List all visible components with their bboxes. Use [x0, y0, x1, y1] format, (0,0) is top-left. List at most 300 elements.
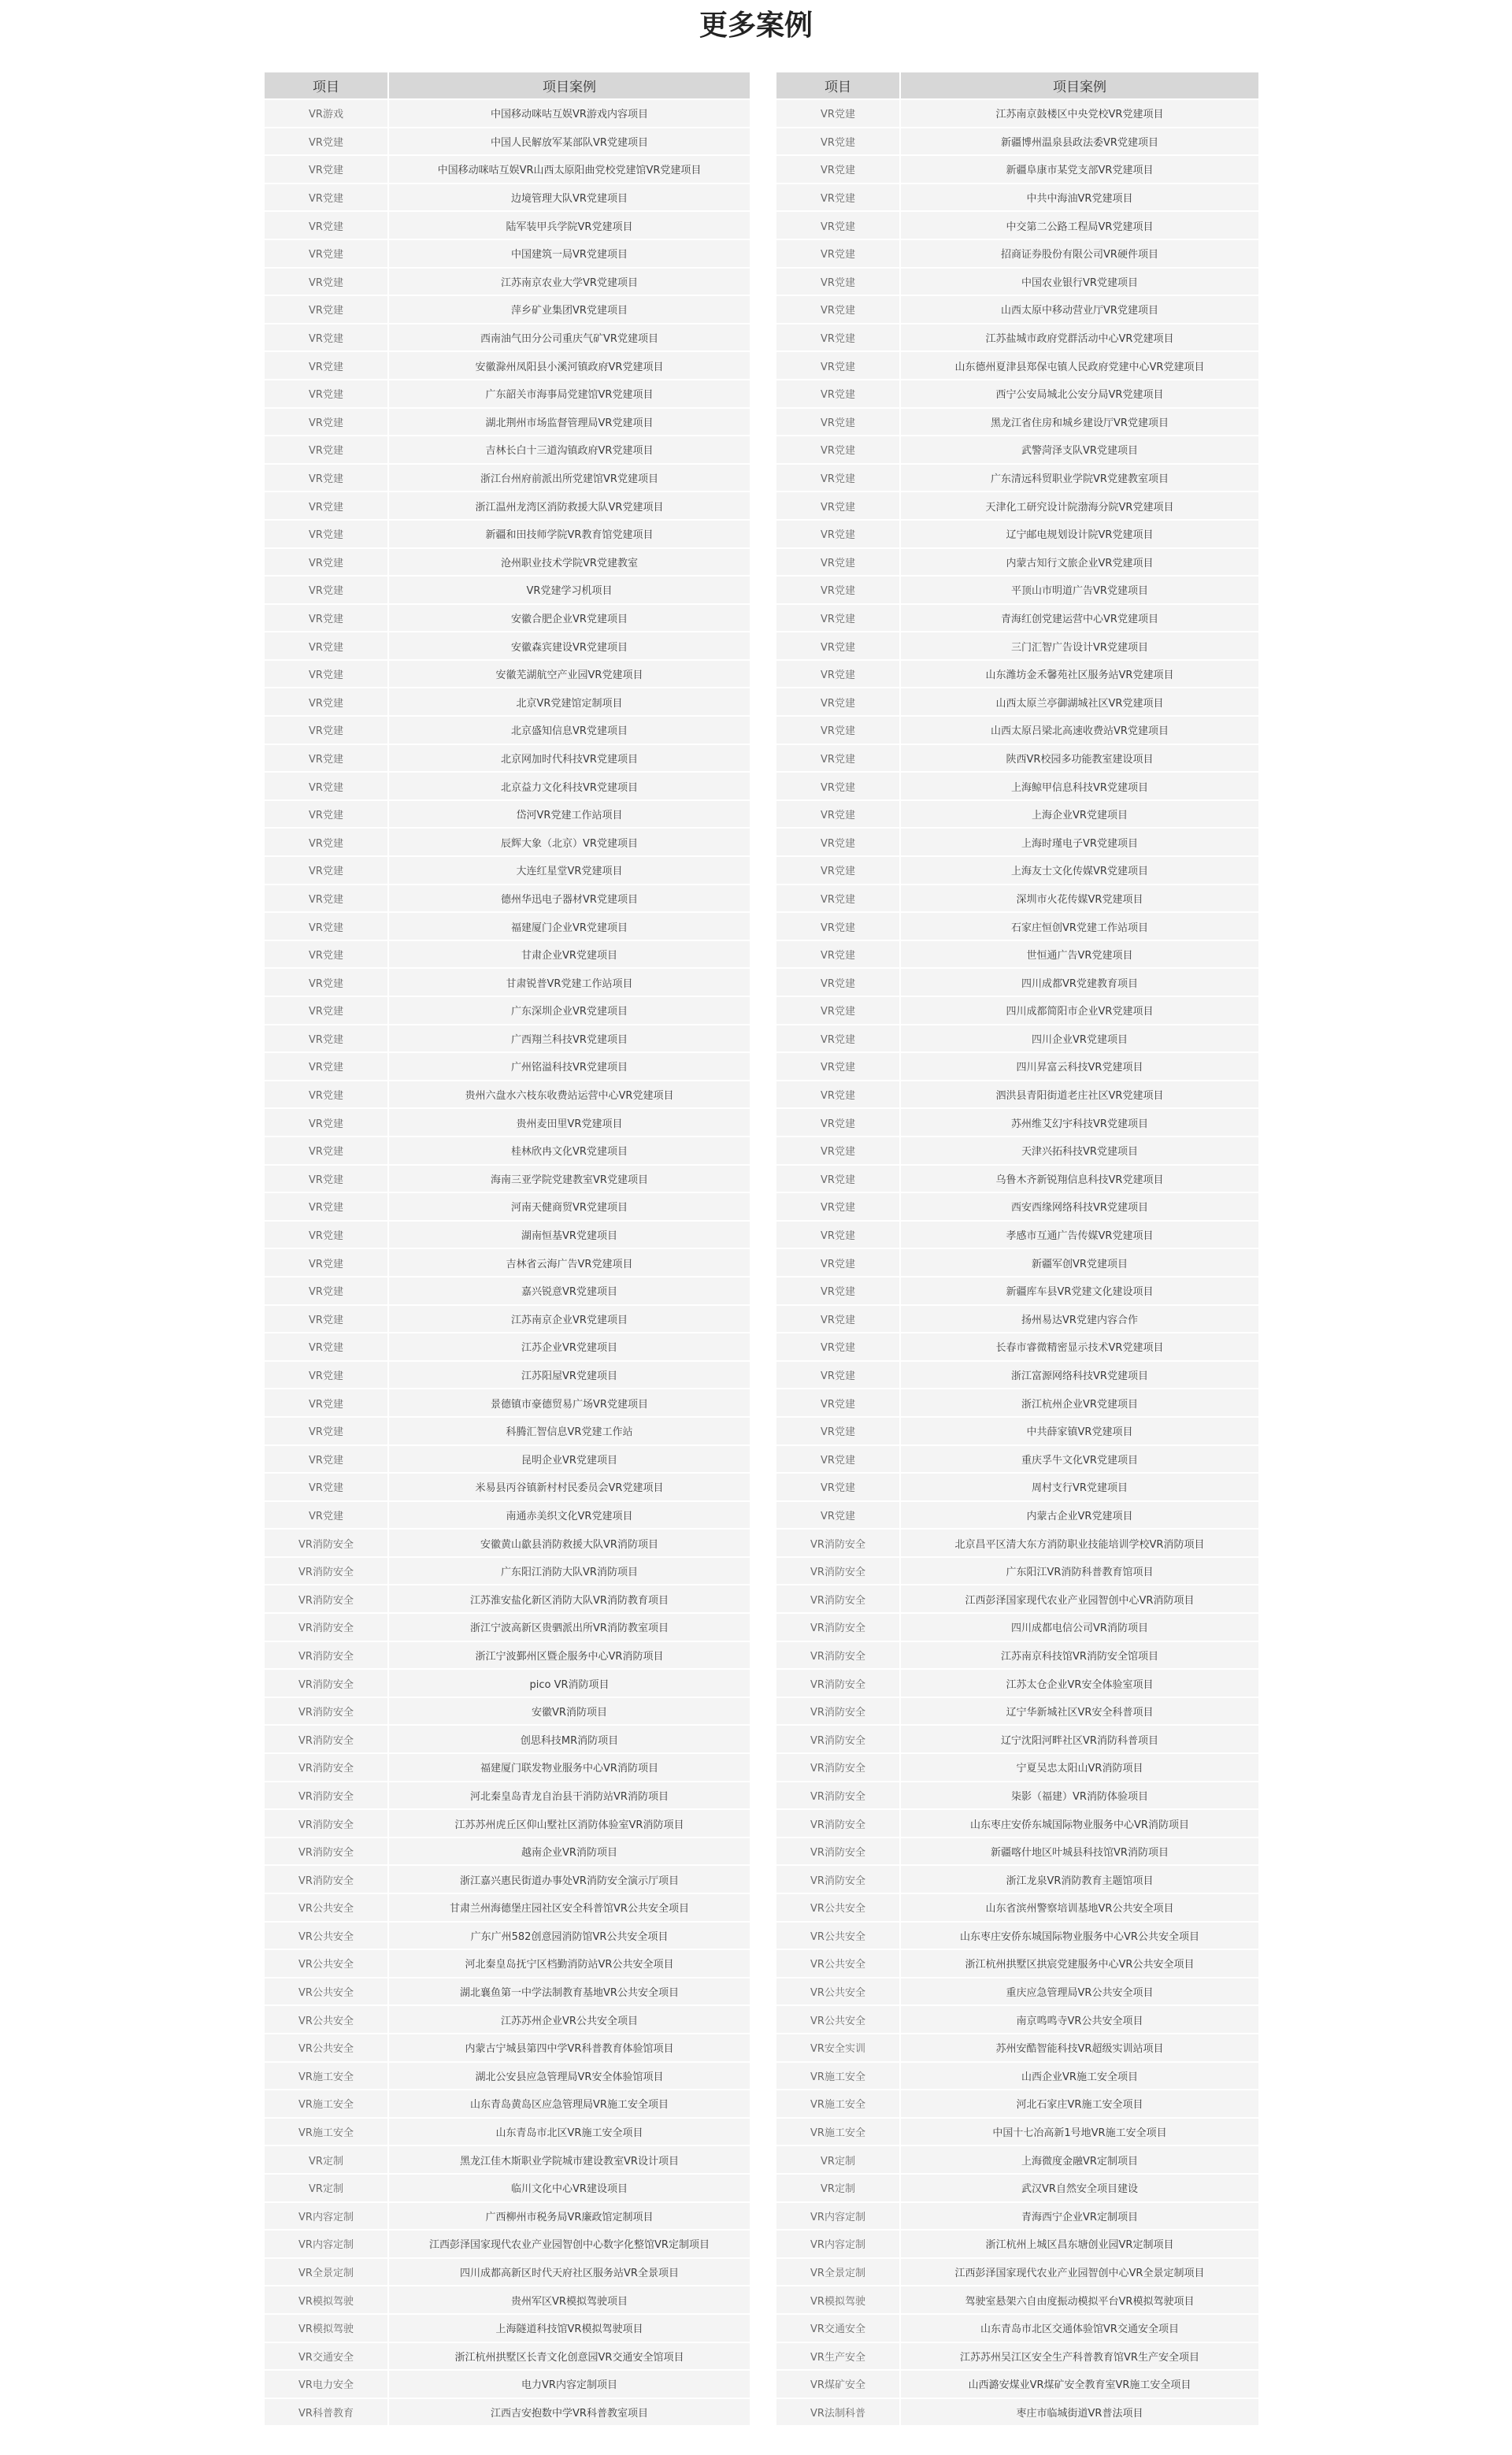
case-cell: 北京益力文化科技VR党建项目 [388, 772, 750, 800]
category-cell: VR党建 [776, 912, 900, 940]
case-cell: 景德镇市豪德贸易广场VR党建项目 [388, 1389, 750, 1417]
table-row [264, 1753, 750, 1782]
category-cell: VR党建 [264, 436, 388, 464]
table-row [776, 239, 1259, 268]
case-cell: 周村支行VR党建项目 [900, 1473, 1259, 1501]
table-row [264, 1585, 750, 1613]
case-cell: 创思科技MR消防项目 [388, 1725, 750, 1753]
case-cell: 西宁公安局城北公安分局VR党建项目 [900, 380, 1259, 408]
case-cell: 甘肃兰州海德堡庄园社区安全科普馆VR公共安全项目 [388, 1893, 750, 1922]
category-cell: VR消防安全 [264, 1697, 388, 1726]
category-cell: VR党建 [264, 324, 388, 352]
category-cell: VR党建 [776, 1165, 900, 1193]
category-cell: VR党建 [776, 351, 900, 380]
category-cell: VR施工安全 [264, 2062, 388, 2090]
category-cell: VR公共安全 [264, 1978, 388, 2006]
case-cell: 上海企业VR党建项目 [900, 800, 1259, 829]
category-cell: VR交通安全 [776, 2314, 900, 2342]
case-cell: 边境管理大队VR党建项目 [388, 184, 750, 212]
category-cell: VR党建 [776, 688, 900, 716]
case-cell: VR党建学习机项目 [388, 576, 750, 604]
category-cell: VR党建 [264, 940, 388, 969]
case-cell: 大连红星堂VR党建项目 [388, 856, 750, 884]
case-cell: 西南油气田分公司重庆气矿VR党建项目 [388, 324, 750, 352]
table-row [776, 2090, 1259, 2118]
table-row [264, 1725, 750, 1753]
case-cell: 昆明企业VR党建项目 [388, 1445, 750, 1474]
case-cell: 江西彭泽国家现代农业产业园智创中心VR全景定制项目 [900, 2258, 1259, 2286]
category-cell: VR党建 [776, 1221, 900, 1249]
category-cell: VR消防安全 [264, 1613, 388, 1641]
table-row [776, 324, 1259, 352]
table-row [264, 1473, 750, 1501]
category-cell: VR党建 [264, 576, 388, 604]
case-cell: 陕西VR校园多功能教室建设项目 [900, 744, 1259, 773]
table-row [264, 1417, 750, 1445]
case-cell: 吉林省云海广告VR党建项目 [388, 1248, 750, 1277]
case-cell: 辽宁邮电规划设计院VR党建项目 [900, 520, 1259, 548]
category-cell: VR党建 [264, 268, 388, 296]
category-cell: VR安全实训 [776, 2034, 900, 2062]
case-cell: 山东枣庄安侨东城国际物业服务中心VR公共安全项目 [900, 1922, 1259, 1950]
category-cell: VR消防安全 [776, 1529, 900, 1557]
category-cell: VR全景定制 [264, 2258, 388, 2286]
category-cell: VR施工安全 [776, 2090, 900, 2118]
case-cell: 萍乡矿业集团VR党建项目 [388, 295, 750, 324]
case-cell: 新疆博州温泉县政法委VR党建项目 [900, 128, 1259, 156]
case-cell: 浙江杭州拱墅区拱宸党建服务中心VR公共安全项目 [900, 1949, 1259, 1978]
category-cell: VR公共安全 [264, 2005, 388, 2034]
category-cell: VR消防安全 [776, 1613, 900, 1641]
category-cell: VR公共安全 [264, 1949, 388, 1978]
table-row [264, 351, 750, 380]
case-cell: 扬州易达VR党建内容合作 [900, 1305, 1259, 1333]
table-row [776, 1025, 1259, 1053]
table-row [776, 2230, 1259, 2258]
table-row [264, 1865, 750, 1893]
table-row [264, 744, 750, 773]
table-row [776, 1305, 1259, 1333]
case-cell: 江苏盐城市政府党群活动中心VR党建项目 [900, 324, 1259, 352]
case-cell: 乌鲁木齐新锐翔信息科技VR党建项目 [900, 1165, 1259, 1193]
category-cell: VR党建 [776, 940, 900, 969]
category-cell: VR施工安全 [776, 2118, 900, 2146]
table-row [776, 1697, 1259, 1726]
category-cell: VR党建 [776, 856, 900, 884]
table-row [776, 1277, 1259, 1305]
column-header-category: 项目 [264, 72, 388, 99]
category-cell: VR党建 [776, 239, 900, 268]
case-cell: 辽宁华新城社区VR安全科普项目 [900, 1697, 1259, 1726]
table-row [264, 800, 750, 829]
case-cell: 南通赤美织文化VR党建项目 [388, 1501, 750, 1530]
category-cell: VR党建 [264, 295, 388, 324]
category-cell: VR煤矿安全 [776, 2370, 900, 2398]
category-cell: VR党建 [776, 968, 900, 996]
case-cell: 山西太原吕梁北高速收费站VR党建项目 [900, 716, 1259, 744]
case-cell: 电力VR内容定制项目 [388, 2370, 750, 2398]
table-row [776, 436, 1259, 464]
category-cell: VR公共安全 [776, 1978, 900, 2006]
table-row [776, 1725, 1259, 1753]
case-cell: 米易县丙谷镇新村村民委员会VR党建项目 [388, 1473, 750, 1501]
category-cell: VR党建 [264, 660, 388, 688]
case-cell: 深圳市火花传媒VR党建项目 [900, 884, 1259, 913]
table-row [776, 2398, 1259, 2427]
table-row [776, 1473, 1259, 1501]
category-cell: VR党建 [776, 184, 900, 212]
category-cell: VR党建 [264, 184, 388, 212]
category-cell: VR党建 [264, 520, 388, 548]
case-cell: 中交第二公路工程局VR党建项目 [900, 211, 1259, 239]
category-cell: VR消防安全 [776, 1697, 900, 1726]
category-cell: VR定制 [264, 2145, 388, 2174]
table-row [264, 1277, 750, 1305]
case-cell: 广西柳州市税务局VR廉政馆定制项目 [388, 2202, 750, 2231]
case-cell: 甘肃企业VR党建项目 [388, 940, 750, 969]
case-cell: 江苏阳屋VR党建项目 [388, 1361, 750, 1389]
table-row [776, 2034, 1259, 2062]
case-cell: 浙江杭州企业VR党建项目 [900, 1389, 1259, 1417]
table-row [776, 660, 1259, 688]
table-row [264, 1025, 750, 1053]
case-cell: 江西彭泽国家现代农业产业园智创中心数字化整馆VR定制项目 [388, 2230, 750, 2258]
table-row [264, 2370, 750, 2398]
table-row [264, 2145, 750, 2174]
category-cell: VR消防安全 [776, 1753, 900, 1782]
category-cell: VR党建 [776, 408, 900, 436]
case-cell: 中国人民解放军某部队VR党建项目 [388, 128, 750, 156]
category-cell: VR党建 [264, 968, 388, 996]
case-cell: 沧州职业技术学院VR党建教室 [388, 548, 750, 577]
case-cell: 世恒通广告VR党建项目 [900, 940, 1259, 969]
table-row [264, 2342, 750, 2371]
case-cell: pico VR消防项目 [388, 1669, 750, 1697]
case-cell: 宁夏吴忠太阳山VR消防项目 [900, 1753, 1259, 1782]
table-row [264, 1389, 750, 1417]
table-row [776, 2174, 1259, 2202]
category-cell: VR党建 [776, 800, 900, 829]
category-cell: VR法制科普 [776, 2398, 900, 2427]
category-cell: VR党建 [264, 996, 388, 1025]
table-row [264, 2286, 750, 2314]
column-header-category: 项目 [776, 72, 900, 99]
table-row [776, 1108, 1259, 1137]
case-cell: 江苏南京农业大学VR党建项目 [388, 268, 750, 296]
table-row [264, 1192, 750, 1221]
case-cell: 南京鸣鸣寺VR公共安全项目 [900, 2005, 1259, 2034]
case-cell: 黑龙江省住房和城乡建设厅VR党建项目 [900, 408, 1259, 436]
case-cell: 平顶山市明道广告VR党建项目 [900, 576, 1259, 604]
table-row [264, 380, 750, 408]
table-row [776, 211, 1259, 239]
table-row [776, 884, 1259, 913]
category-cell: VR消防安全 [776, 1838, 900, 1866]
case-cell: 临川文化中心VR建设项目 [388, 2174, 750, 2202]
case-cell: 苏州安酷智能科技VR超级实训站项目 [900, 2034, 1259, 2062]
case-cell: 北京VR党建馆定制项目 [388, 688, 750, 716]
category-cell: VR党建 [776, 1081, 900, 1109]
case-cell: 苏州维艾幻宇科技VR党建项目 [900, 1108, 1259, 1137]
category-cell: VR党建 [264, 1473, 388, 1501]
table-row [264, 996, 750, 1025]
case-cell: 北京盛知信息VR党建项目 [388, 716, 750, 744]
category-cell: VR党建 [264, 1501, 388, 1530]
page-title: 更多案例 [699, 9, 813, 42]
case-cell: 浙江杭州拱墅区长青文化创意园VR交通安全馆项目 [388, 2342, 750, 2371]
case-cell: 上海鲸甲信息科技VR党建项目 [900, 772, 1259, 800]
case-cell: 中国农业银行VR党建项目 [900, 268, 1259, 296]
category-cell: VR党建 [776, 1389, 900, 1417]
category-cell: VR党建 [776, 1361, 900, 1389]
category-cell: VR党建 [776, 1052, 900, 1081]
case-cell: 贵州麦田里VR党建项目 [388, 1108, 750, 1137]
category-cell: VR公共安全 [776, 1949, 900, 1978]
table-row [264, 1557, 750, 1585]
case-cell: 北京网加时代科技VR党建项目 [388, 744, 750, 773]
case-cell: 青海西宁企业VR定制项目 [900, 2202, 1259, 2231]
case-cell: 山西太原中移动营业厅VR党建项目 [900, 295, 1259, 324]
category-cell: VR党建 [776, 520, 900, 548]
case-cell: 河北石家庄VR施工安全项目 [900, 2090, 1259, 2118]
case-cell: 湖北荆州市场监督管理局VR党建项目 [388, 408, 750, 436]
table-row [776, 1613, 1259, 1641]
category-cell: VR公共安全 [264, 1893, 388, 1922]
case-cell: 甘肃锐普VR党建工作站项目 [388, 968, 750, 996]
category-cell: VR党建 [264, 884, 388, 913]
table-row [776, 464, 1259, 492]
case-cell: 吉林长白十三道沟镇政府VR党建项目 [388, 436, 750, 464]
category-cell: VR模拟驾驶 [776, 2286, 900, 2314]
category-cell: VR内容定制 [776, 2202, 900, 2231]
table-row [776, 968, 1259, 996]
case-cell: 新疆喀什地区叶城县科技馆VR消防项目 [900, 1838, 1259, 1866]
table-row [264, 1613, 750, 1641]
category-cell: VR消防安全 [776, 1865, 900, 1893]
table-row [264, 2090, 750, 2118]
case-cell: 江苏南京企业VR党建项目 [388, 1305, 750, 1333]
category-cell: VR党建 [776, 99, 900, 128]
case-cell: 山东青岛市北区交通体验馆VR交通安全项目 [900, 2314, 1259, 2342]
category-cell: VR党建 [264, 1417, 388, 1445]
category-cell: VR定制 [776, 2174, 900, 2202]
case-cell: 河北秦皇岛青龙自治县干消防站VR消防项目 [388, 1782, 750, 1810]
category-cell: VR消防安全 [264, 1557, 388, 1585]
table-row [776, 268, 1259, 296]
category-cell: VR党建 [264, 688, 388, 716]
category-cell: VR模拟驾驶 [264, 2286, 388, 2314]
category-cell: VR党建 [264, 128, 388, 156]
table-row [776, 1865, 1259, 1893]
category-cell: VR党建 [776, 1473, 900, 1501]
category-cell: VR党建 [264, 1108, 388, 1137]
category-cell: VR党建 [264, 351, 388, 380]
category-cell: VR党建 [776, 884, 900, 913]
case-cell: 江苏淮安盐化新区消防大队VR消防教育项目 [388, 1585, 750, 1613]
table-row [776, 548, 1259, 577]
table-row [776, 2286, 1259, 2314]
case-cell: 招商证券股份有限公司VR硬件项目 [900, 239, 1259, 268]
table-row [776, 1248, 1259, 1277]
category-cell: VR消防安全 [776, 1725, 900, 1753]
case-cell: 广东广州582创意园消防馆VR公共安全项目 [388, 1922, 750, 1950]
category-cell: VR党建 [264, 1333, 388, 1361]
table-row [776, 1782, 1259, 1810]
case-cell: 山东枣庄安侨东城国际物业服务中心VR消防项目 [900, 1809, 1259, 1838]
table-row [776, 351, 1259, 380]
case-cell: 重庆应急管理局VR公共安全项目 [900, 1978, 1259, 2006]
table-row [776, 1978, 1259, 2006]
category-cell: VR党建 [776, 1333, 900, 1361]
case-cell: 浙江宁波高新区贵驷派出所VR消防教室项目 [388, 1613, 750, 1641]
category-cell: VR党建 [264, 1052, 388, 1081]
case-cell: 山西企业VR施工安全项目 [900, 2062, 1259, 2090]
case-cell: 广州铭溢科技VR党建项目 [388, 1052, 750, 1081]
category-cell: VR游戏 [264, 99, 388, 128]
table-row [776, 520, 1259, 548]
table-row [776, 155, 1259, 184]
case-cell: 四川成都简阳市企业VR党建项目 [900, 996, 1259, 1025]
table-row [776, 1361, 1259, 1389]
case-cell: 安徽芜湖航空产业园VR党建项目 [388, 660, 750, 688]
case-cell: 越南企业VR消防项目 [388, 1838, 750, 1866]
category-cell: VR消防安全 [776, 1641, 900, 1670]
category-cell: VR党建 [776, 1108, 900, 1137]
table-row [264, 2202, 750, 2231]
case-cell: 江苏苏州企业VR公共安全项目 [388, 2005, 750, 2034]
category-cell: VR党建 [264, 155, 388, 184]
table-row [776, 912, 1259, 940]
category-cell: VR党建 [264, 744, 388, 773]
case-cell: 黑龙江佳木斯职业学院城市建设教室VR设计项目 [388, 2145, 750, 2174]
table-row [264, 1922, 750, 1950]
category-cell: VR消防安全 [264, 1585, 388, 1613]
category-cell: VR党建 [776, 268, 900, 296]
table-row [776, 1165, 1259, 1193]
case-cell: 山西太原兰亭御湖城社区VR党建项目 [900, 688, 1259, 716]
table-row [264, 632, 750, 660]
table-row [264, 1165, 750, 1193]
table-row [776, 491, 1259, 520]
category-cell: VR内容定制 [776, 2230, 900, 2258]
table-row [264, 940, 750, 969]
category-cell: VR党建 [264, 1445, 388, 1474]
category-cell: VR党建 [776, 155, 900, 184]
case-cell: 贵州军区VR模拟驾驶项目 [388, 2286, 750, 2314]
category-cell: VR消防安全 [264, 1782, 388, 1810]
category-cell: VR党建 [264, 1277, 388, 1305]
case-cell: 江苏企业VR党建项目 [388, 1333, 750, 1361]
table-row [264, 828, 750, 856]
category-cell: VR党建 [776, 295, 900, 324]
table-row [264, 491, 750, 520]
case-cell: 上海隧道科技馆VR模拟驾驶项目 [388, 2314, 750, 2342]
category-cell: VR党建 [776, 380, 900, 408]
category-cell: VR党建 [776, 1277, 900, 1305]
table-row [264, 1221, 750, 1249]
case-cell: 中国十七冶高新1号地VR施工安全项目 [900, 2118, 1259, 2146]
category-cell: VR消防安全 [264, 1529, 388, 1557]
table-row [776, 1389, 1259, 1417]
table-row [264, 884, 750, 913]
table-row [264, 1669, 750, 1697]
table-row [776, 128, 1259, 156]
table-row [264, 184, 750, 212]
table-row [264, 1978, 750, 2006]
table-row [264, 239, 750, 268]
category-cell: VR党建 [776, 744, 900, 773]
table-row [264, 2314, 750, 2342]
case-cell: 上海时瑾电子VR党建项目 [900, 828, 1259, 856]
table-row [776, 940, 1259, 969]
table-row [776, 2005, 1259, 2034]
case-cell: 河北秦皇岛抚宁区档勤消防站VR公共安全项目 [388, 1949, 750, 1978]
case-cell: 安徽黄山歙县消防救援大队VR消防项目 [388, 1529, 750, 1557]
category-cell: VR党建 [776, 211, 900, 239]
case-cell: 中国移动咪咕互娱VR游戏内容项目 [388, 99, 750, 128]
table-row [264, 155, 750, 184]
table-row [776, 856, 1259, 884]
table-row [776, 1949, 1259, 1978]
table-row [776, 2314, 1259, 2342]
category-cell: VR党建 [776, 576, 900, 604]
case-cell: 广东阳江VR消防科普教育馆项目 [900, 1557, 1259, 1585]
table-row [776, 1557, 1259, 1585]
category-cell: VR党建 [776, 464, 900, 492]
case-cell: 安徽VR消防项目 [388, 1697, 750, 1726]
column-header-case: 项目案例 [900, 72, 1259, 99]
case-cell: 石家庄恒创VR党建工作站项目 [900, 912, 1259, 940]
table-row [776, 828, 1259, 856]
table-row [264, 324, 750, 352]
category-cell: VR党建 [264, 1389, 388, 1417]
table-row [776, 1585, 1259, 1613]
case-cell: 孝感市互通广告传媒VR党建项目 [900, 1221, 1259, 1249]
category-cell: VR消防安全 [776, 1669, 900, 1697]
table-row [264, 2118, 750, 2146]
category-cell: VR消防安全 [264, 1838, 388, 1866]
category-cell: VR党建 [264, 632, 388, 660]
table-row [264, 856, 750, 884]
table-row [264, 1949, 750, 1978]
table-row [264, 1108, 750, 1137]
table-row [776, 604, 1259, 632]
table-row [264, 1809, 750, 1838]
case-cell: 青海红创党建运营中心VR党建项目 [900, 604, 1259, 632]
table-header-row [776, 72, 1259, 99]
case-cell: 四川成都高新区时代天府社区服务站VR全景项目 [388, 2258, 750, 2286]
case-cell: 湖南恒基VR党建项目 [388, 1221, 750, 1249]
category-cell: VR党建 [264, 1221, 388, 1249]
table-row [264, 716, 750, 744]
table-row [264, 295, 750, 324]
case-cell: 湖北公安县应急管理局VR安全体验馆项目 [388, 2062, 750, 2090]
case-cell: 上海微度金融VR定制项目 [900, 2145, 1259, 2174]
category-cell: VR定制 [264, 2174, 388, 2202]
category-cell: VR党建 [264, 716, 388, 744]
category-cell: VR党建 [776, 1248, 900, 1277]
table-row [776, 408, 1259, 436]
table-row [776, 2370, 1259, 2398]
case-cell: 浙江杭州上城区昌东塘创业园VR定制项目 [900, 2230, 1259, 2258]
case-cell: 德州华迅电子器材VR党建项目 [388, 884, 750, 913]
column-header-case: 项目案例 [388, 72, 750, 99]
case-cell: 浙江宁波鄞州区暨企服务中心VR消防项目 [388, 1641, 750, 1670]
case-cell: 广西翔兰科技VR党建项目 [388, 1025, 750, 1053]
case-cell: 安徽合肥企业VR党建项目 [388, 604, 750, 632]
table-row [776, 2202, 1259, 2231]
case-cell: 安徽滁州凤阳县小溪河镇政府VR党建项目 [388, 351, 750, 380]
